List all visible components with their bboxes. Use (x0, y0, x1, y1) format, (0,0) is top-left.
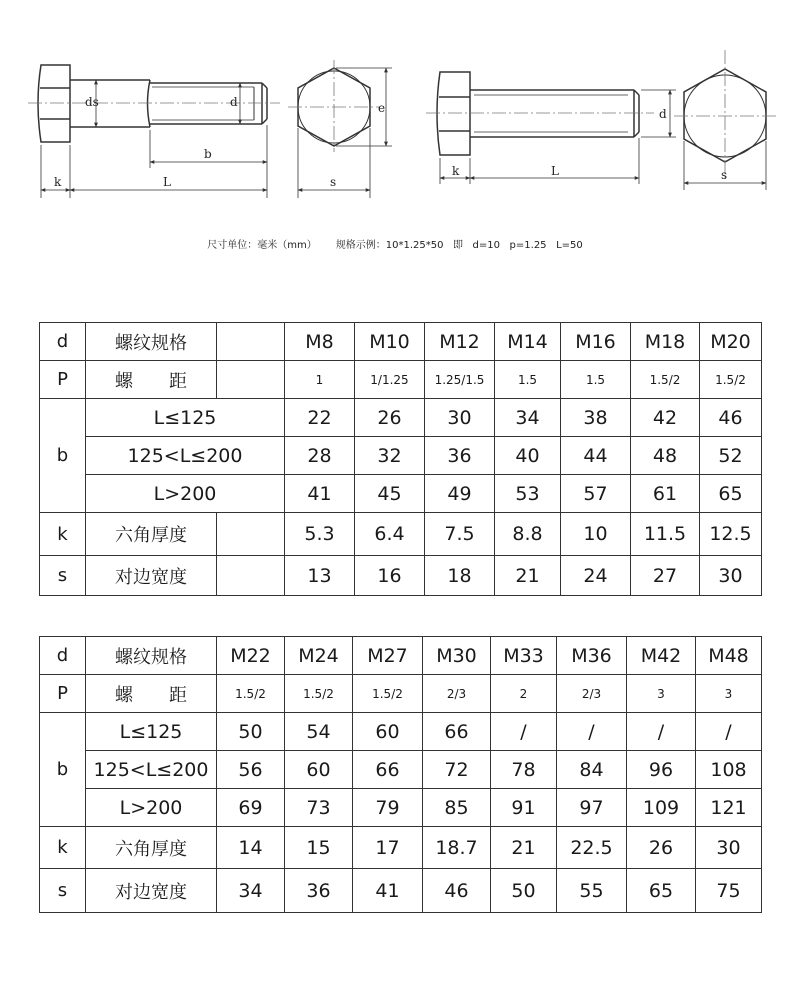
left-k-label: k (54, 175, 62, 189)
row-name-cell: 螺纹规格 (86, 323, 217, 361)
condition-cell: L>200 (86, 789, 217, 827)
value-cell: 78 (491, 751, 557, 789)
value-cell: 53 (495, 475, 561, 513)
blank-cell (217, 361, 285, 399)
value-cell: 50 (491, 869, 557, 913)
value-cell: 42 (631, 399, 700, 437)
value-cell: 48 (631, 437, 700, 475)
value-cell: 13 (285, 556, 355, 596)
value-cell: 85 (423, 789, 491, 827)
value-cell: 55 (557, 869, 627, 913)
value-cell: 56 (217, 751, 285, 789)
table-row-b-short (40, 399, 762, 437)
value-cell: 27 (631, 556, 700, 596)
size-cell: M33 (491, 637, 557, 675)
value-cell: 38 (561, 399, 631, 437)
value-cell: 34 (217, 869, 285, 913)
value-cell: 49 (425, 475, 495, 513)
symbol-cell: P (40, 361, 86, 399)
symbol-cell: d (40, 637, 86, 675)
value-cell: 60 (353, 713, 423, 751)
value-cell: 46 (700, 399, 762, 437)
condition-cell: L≤125 (86, 713, 217, 751)
left-L-label: L (163, 175, 171, 189)
value-cell: 16 (355, 556, 425, 596)
pitch-cell: 1.5/2 (217, 675, 285, 713)
table-row-b-long (40, 475, 762, 513)
value-cell: 15 (285, 827, 353, 869)
pitch-cell: 2 (491, 675, 557, 713)
blank-cell (217, 556, 285, 596)
value-cell: 97 (557, 789, 627, 827)
value-cell: 8.8 (495, 513, 561, 556)
left-head-top-view (288, 60, 392, 198)
size-cell: M14 (495, 323, 561, 361)
left-e-label: e (378, 101, 386, 115)
spec-table-1 (39, 322, 762, 596)
table-row-b-medium (40, 437, 762, 475)
size-cell: M42 (627, 637, 696, 675)
value-cell: / (627, 713, 696, 751)
row-name-cell: 对边宽度 (86, 869, 217, 913)
row-name-cell: 螺 距 (86, 675, 217, 713)
value-cell: 84 (557, 751, 627, 789)
pitch-cell: 1.5/2 (700, 361, 762, 399)
symbol-cell: d (40, 323, 86, 361)
pitch-cell: 3 (696, 675, 762, 713)
table-row-pitch (40, 675, 762, 713)
condition-cell: L>200 (86, 475, 285, 513)
left-b-label: b (204, 147, 212, 161)
value-cell: 21 (495, 556, 561, 596)
symbol-cell: s (40, 556, 86, 596)
value-cell: 21 (491, 827, 557, 869)
left-s-label: s (330, 175, 337, 189)
value-cell: 73 (285, 789, 353, 827)
value-cell: 96 (627, 751, 696, 789)
size-cell: M30 (423, 637, 491, 675)
value-cell: 69 (217, 789, 285, 827)
condition-cell: L≤125 (86, 399, 285, 437)
value-cell: 30 (700, 556, 762, 596)
size-cell: M10 (355, 323, 425, 361)
value-cell: 66 (353, 751, 423, 789)
value-cell: 7.5 (425, 513, 495, 556)
table-row-b-long (40, 789, 762, 827)
size-cell: M24 (285, 637, 353, 675)
right-bolt-side-view (437, 72, 639, 155)
value-cell: 41 (353, 869, 423, 913)
symbol-cell: k (40, 513, 86, 556)
pitch-cell: 2/3 (557, 675, 627, 713)
value-cell: 30 (425, 399, 495, 437)
value-cell: 79 (353, 789, 423, 827)
value-cell: 60 (285, 751, 353, 789)
right-L-label: L (551, 164, 559, 178)
value-cell: / (696, 713, 762, 751)
value-cell: 30 (696, 827, 762, 869)
value-cell: 22 (285, 399, 355, 437)
size-cell: M27 (353, 637, 423, 675)
value-cell: 52 (700, 437, 762, 475)
value-cell: 24 (561, 556, 631, 596)
blank-cell (217, 513, 285, 556)
value-cell: 5.3 (285, 513, 355, 556)
value-cell: 61 (631, 475, 700, 513)
value-cell: 72 (423, 751, 491, 789)
value-cell: 91 (491, 789, 557, 827)
condition-cell: 125<L≤200 (86, 437, 285, 475)
value-cell: 66 (423, 713, 491, 751)
value-cell: 54 (285, 713, 353, 751)
row-name-cell: 对边宽度 (86, 556, 217, 596)
value-cell: 10 (561, 513, 631, 556)
size-cell: M8 (285, 323, 355, 361)
value-cell: 18.7 (423, 827, 491, 869)
symbol-cell: b (40, 713, 86, 827)
pitch-cell: 1.5 (561, 361, 631, 399)
right-s-label: s (721, 168, 728, 182)
value-cell: 46 (423, 869, 491, 913)
value-cell: 34 (495, 399, 561, 437)
value-cell: 36 (425, 437, 495, 475)
value-cell: 65 (700, 475, 762, 513)
value-cell: 18 (425, 556, 495, 596)
pitch-cell: 1/1.25 (355, 361, 425, 399)
value-cell: 45 (355, 475, 425, 513)
symbol-cell: k (40, 827, 86, 869)
pitch-cell: 3 (627, 675, 696, 713)
symbol-cell: s (40, 869, 86, 913)
table-row-pitch (40, 361, 762, 399)
value-cell: / (557, 713, 627, 751)
size-cell: M16 (561, 323, 631, 361)
pitch-cell: 1.5/2 (631, 361, 700, 399)
value-cell: 57 (561, 475, 631, 513)
pitch-cell: 1 (285, 361, 355, 399)
value-cell: 26 (355, 399, 425, 437)
symbol-cell: b (40, 399, 86, 513)
row-name-cell: 六角厚度 (86, 513, 217, 556)
unit-note: 尺寸单位：毫米（mm） 规格示例：10*1.25*50 即 d=10 p=1.25 L=50 (207, 240, 583, 251)
table-row-b-medium (40, 751, 762, 789)
value-cell: 121 (696, 789, 762, 827)
size-cell: M18 (631, 323, 700, 361)
row-name-cell: 六角厚度 (86, 827, 217, 869)
value-cell: 50 (217, 713, 285, 751)
symbol-cell: P (40, 675, 86, 713)
value-cell: 28 (285, 437, 355, 475)
value-cell: 11.5 (631, 513, 700, 556)
value-cell: 65 (627, 869, 696, 913)
right-k-label: k (452, 164, 460, 178)
value-cell: 32 (355, 437, 425, 475)
left-d-label: d (230, 95, 238, 109)
table-row-head-height (40, 827, 762, 869)
size-cell: M20 (700, 323, 762, 361)
size-cell: M48 (696, 637, 762, 675)
spec-table-2 (39, 636, 762, 913)
table-row-b-short (40, 713, 762, 751)
table-row-thread-size (40, 323, 762, 361)
left-ds-label: ds (85, 95, 99, 109)
value-cell: 6.4 (355, 513, 425, 556)
value-cell: 41 (285, 475, 355, 513)
value-cell: 26 (627, 827, 696, 869)
table-row-thread-size (40, 637, 762, 675)
blank-cell (217, 323, 285, 361)
value-cell: 75 (696, 869, 762, 913)
pitch-cell: 1.25/1.5 (425, 361, 495, 399)
value-cell: 44 (561, 437, 631, 475)
row-name-cell: 螺纹规格 (86, 637, 217, 675)
value-cell: 108 (696, 751, 762, 789)
pitch-cell: 1.5/2 (353, 675, 423, 713)
table-row-head-height (40, 513, 762, 556)
value-cell: 14 (217, 827, 285, 869)
size-cell: M12 (425, 323, 495, 361)
right-d-label: d (659, 107, 667, 121)
pitch-cell: 2/3 (423, 675, 491, 713)
row-name-cell: 螺 距 (86, 361, 217, 399)
pitch-cell: 1.5 (495, 361, 561, 399)
value-cell: 109 (627, 789, 696, 827)
bolt-drawings (0, 0, 790, 230)
table-row-across-flats (40, 556, 762, 596)
value-cell: 40 (495, 437, 561, 475)
size-cell: M36 (557, 637, 627, 675)
value-cell: 36 (285, 869, 353, 913)
table-row-across-flats (40, 869, 762, 913)
condition-cell: 125<L≤200 (86, 751, 217, 789)
size-cell: M22 (217, 637, 285, 675)
value-cell: 22.5 (557, 827, 627, 869)
value-cell: 17 (353, 827, 423, 869)
pitch-cell: 1.5/2 (285, 675, 353, 713)
value-cell: 12.5 (700, 513, 762, 556)
value-cell: / (491, 713, 557, 751)
